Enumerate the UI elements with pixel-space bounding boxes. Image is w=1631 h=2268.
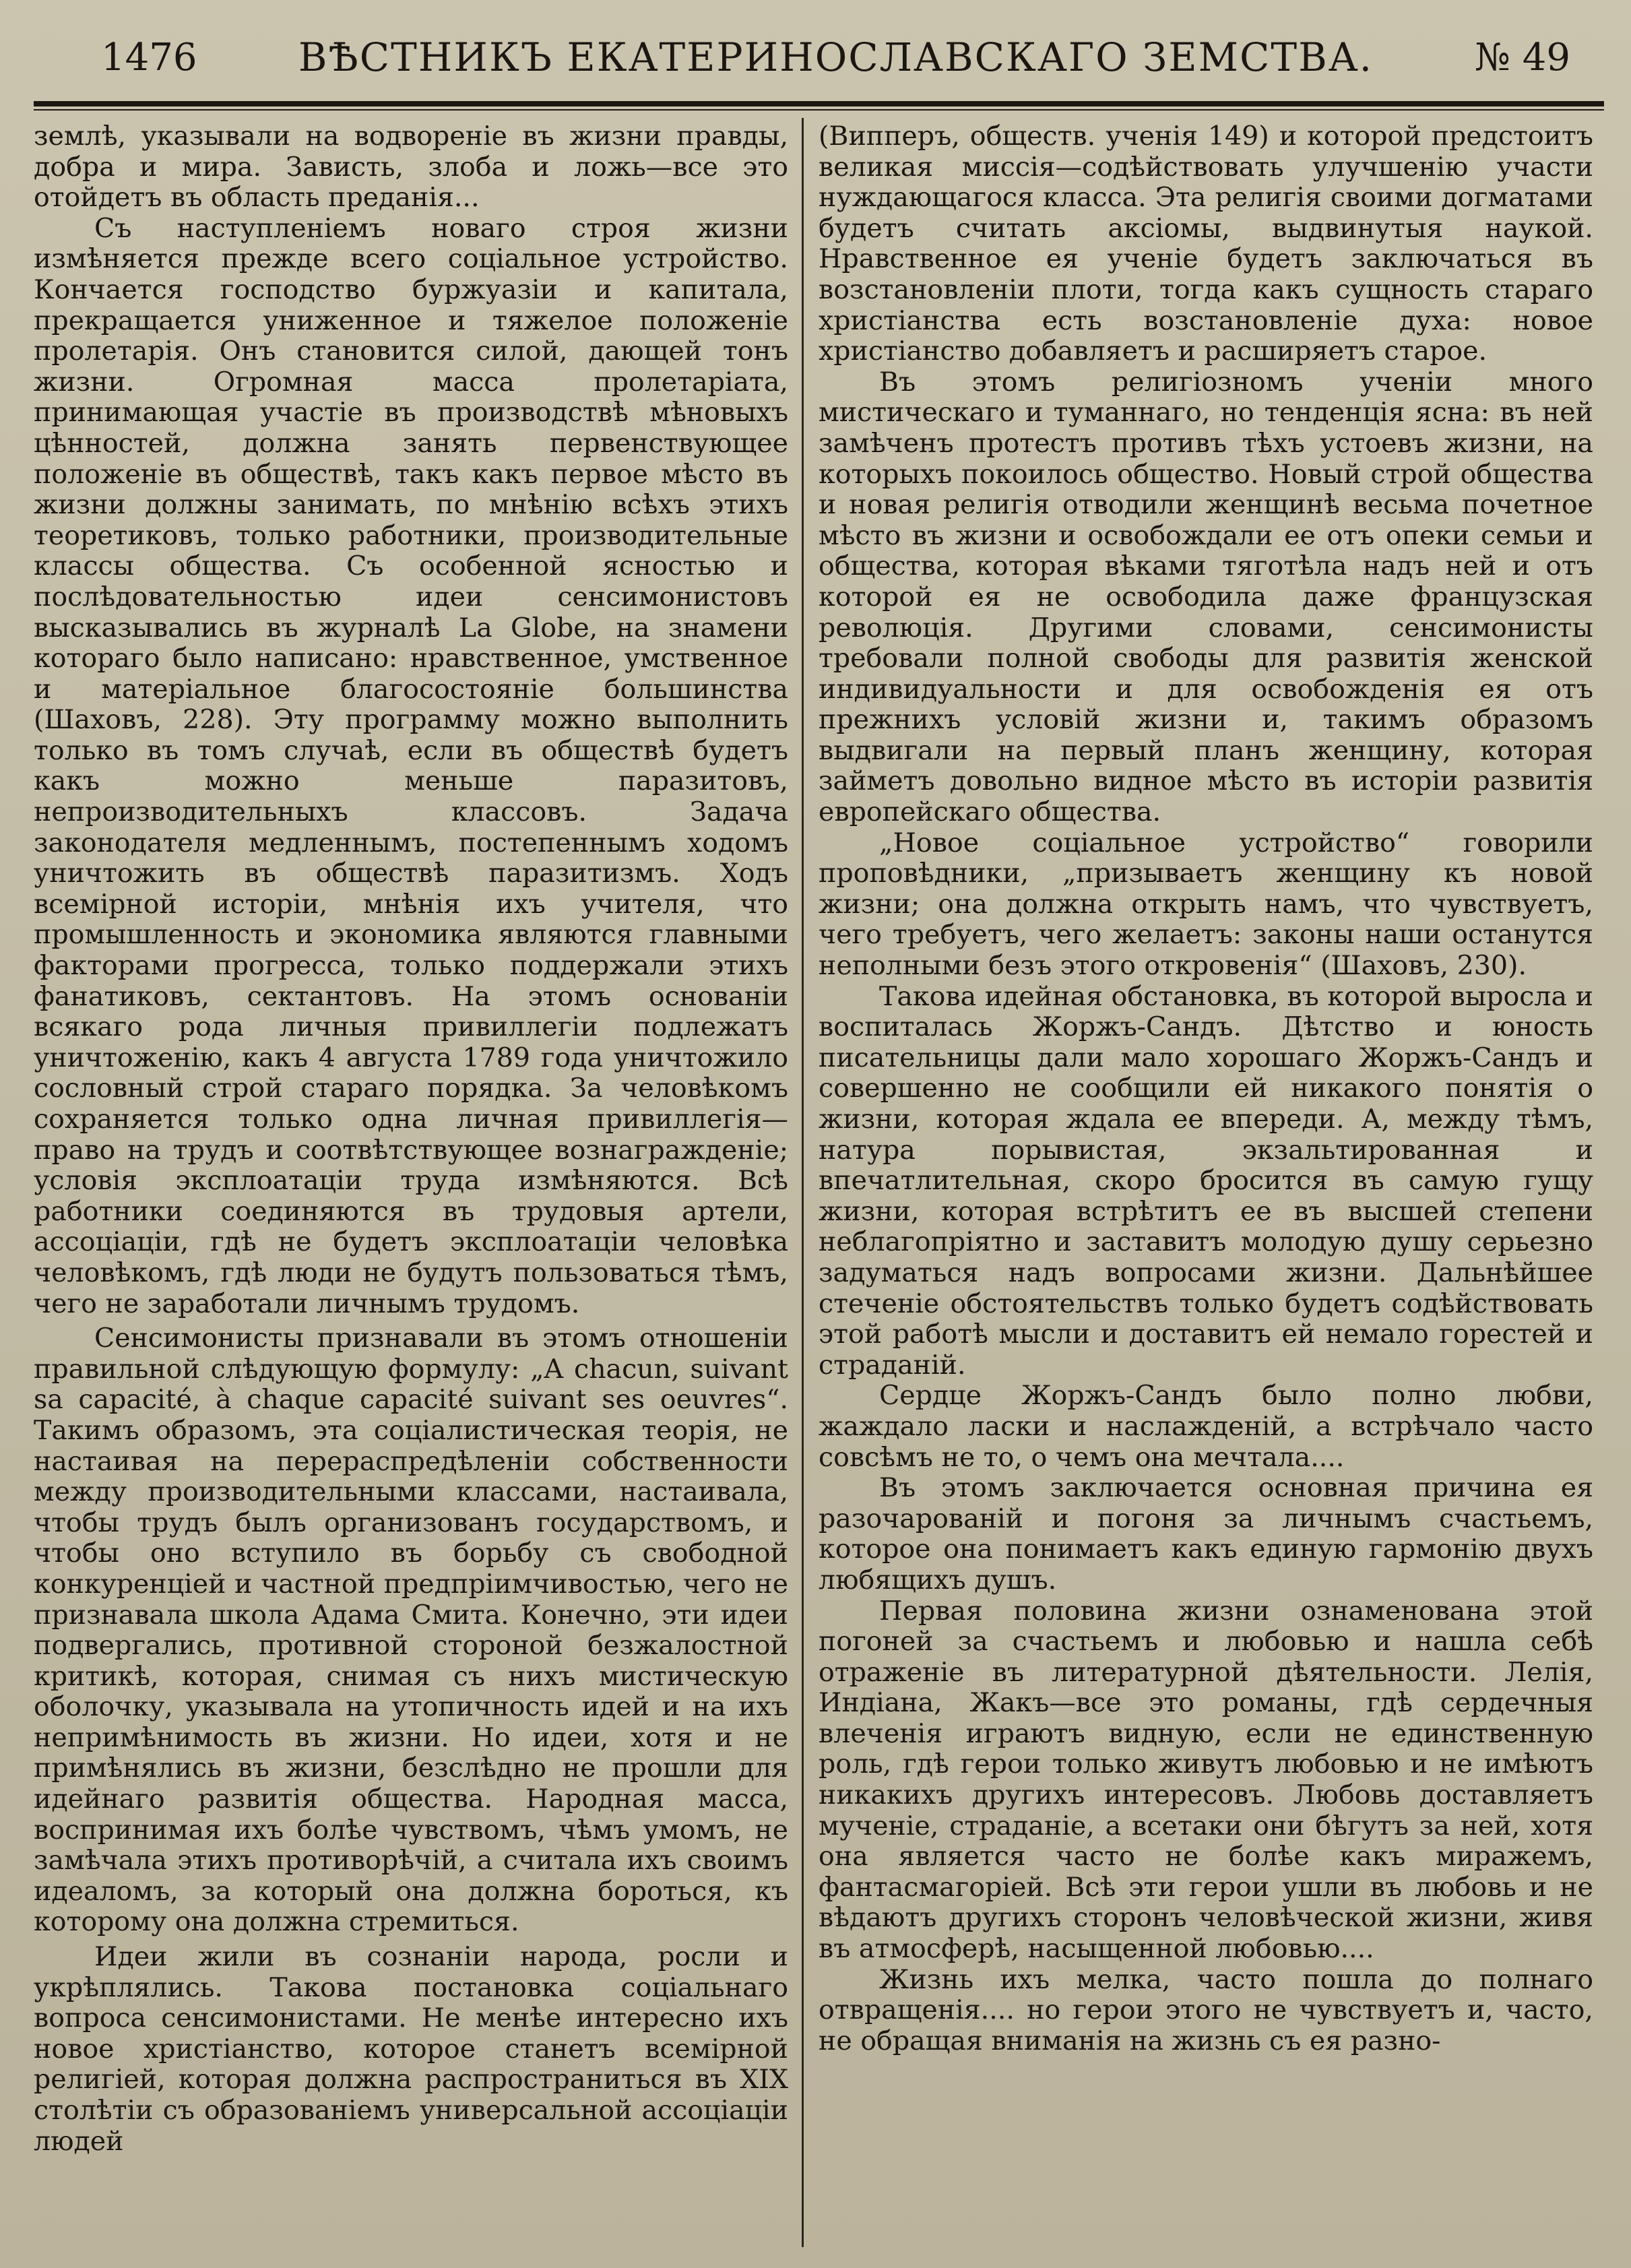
page-header xyxy=(27,20,1604,94)
journal-title: ВѢСТНИКЪ ЕКАТЕРИНОСЛАВСКАГО ЗЕМСТВА. xyxy=(298,34,1374,80)
column-divider xyxy=(802,118,804,2247)
paragraph: Сердце Жоржъ-Сандъ было полно любви, жаждало ласки и наслажденій, а встрѣчало часто совсѣмъ не то, о чемъ она мечтала.... xyxy=(819,1380,1593,1473)
issue-number: № 49 xyxy=(1474,35,1570,80)
paragraph: Въ этомъ религіозномъ ученіи много мистическаго и туманнаго, но тенденція ясна: въ ней замѣченъ протестъ противъ тѣхъ устоевъ жизни, на которыхъ покоилось общество. Новый строй общества и новая религія отводили женщинѣ весьма почетное мѣсто въ жизни и освобождали ее отъ опеки семьи и общества, которая вѣками тяготѣла надъ ней и отъ которой ея не освободила даже французская революція. Другими словами, сенсимонисты требовали полной свободы для развитія женской индивидуальности и для освобожденія ея отъ прежнихъ условій жизни и, такимъ образомъ выдвигали на первый планъ женщину, которая займетъ довольно видное мѣсто въ исторіи развитія европейскаго общества. xyxy=(819,366,1593,828)
header-rule-thick xyxy=(34,101,1604,106)
paragraph: „Новое соціальное устройство“ говорили проповѣдники, „призываетъ женщину къ новой жизни; она должна открыть намъ, что чувствуетъ, чего требуетъ, чего желаетъ: законы наши останутся неполными безъ этого откровенія“ (Шаховъ, 230). xyxy=(819,827,1593,982)
paragraph: Жизнь ихъ мелка, часто пошла до полнаго отвращенія.... но герои этого не чувствуетъ и, часто, не обращая вниманія на жизнь съ ея разно- xyxy=(819,1963,1593,2056)
paragraph: Съ наступленіемъ новаго строя жизни измѣняется прежде всего соціальное устройство. Кончается господство буржуазіи и капитала, прекращается униженное и тяжелое положеніе пролетарія. Онъ становится силой, дающей тонъ жизни. Огромная масса пролетаріата, принимающая участіе въ производствѣ мѣновыхъ цѣнностей, должна занять первенствующее положеніе въ обществѣ, такъ какъ первое мѣсто въ жизни должны занимать, по мнѣнію всѣхъ этихъ теоретиковъ, только работники, производительные классы общества. Съ особенной ясностью и послѣдовательностью идеи сенсимонистовъ высказывались въ журналѣ La Globe, на знамени котораго было написано: нравственное, умственное и матеріальное благосостояніе большинства (Шаховъ, 228). Эту программу можно выполнить только въ томъ случаѣ, если въ обществѣ будетъ какъ можно меньше паразитовъ, непроизводительныхъ классовъ. Задача законодателя медленнымъ, постепеннымъ ходомъ уничтожить въ обществѣ паразитизмъ. Ходъ всемірной исторіи, мнѣнія ихъ учителя, что промышленность и экономика являются главными факторами прогресса, только поддержали этихъ фанатиковъ, сектантовъ. На этомъ основаніи всякаго рода личныя привиллегіи подлежатъ уничтоженію, какъ 4 августа 1789 года уничтожило сословный строй стараго порядка. За человѣкомъ сохраняется только одна личная привиллегія—право на трудъ и соотвѣтствующее вознагражденіе; условія эксплоатаціи труда измѣняются. Всѣ работники соединяются въ трудовыя артели, ассоціаціи, гдѣ не будетъ эксплоатаціи человѣка человѣкомъ, гдѣ люди не будутъ пользоваться тѣмъ, чего не заработали личнымъ трудомъ. xyxy=(34,212,788,1319)
right-column xyxy=(819,121,1593,2255)
left-column xyxy=(34,121,788,2255)
paragraph: Въ этомъ заключается основная причина ея разочарованій и погоня за личнымъ счастьемъ, которое она понимаетъ какъ единую гармонію двухъ любящихъ душъ. xyxy=(819,1472,1593,1596)
paragraph: Первая половина жизни ознаменована этой погоней за счастьемъ и любовью и нашла себѣ отраженіе въ литературной дѣятельности. Лелія, Индіана, Жакъ—все это романы, гдѣ сердечныя влеченія играютъ видную, если не единственную роль, гдѣ герои только живутъ любовью и не имѣютъ никакихъ другихъ интересовъ. Любовь доставляетъ мученіе, страданіе, а всетаки они бѣгутъ за ней, хотя она является часто не болѣе какъ миражемъ, фантасмагоріей. Всѣ эти герои ушли въ любовь и не вѣдаютъ другихъ сторонъ человѣческой жизни, живя въ атмосферѣ, насыщенной любовью.... xyxy=(819,1595,1593,1965)
paragraph: (Випперъ, обществ. ученія 149) и которой предстоитъ великая миссія—содѣйствовать улучшенію участи нуждающагося класса. Эта религія своими догматами будетъ считать аксіомы, выдвинутыя наукой. Нравственное ея ученіе будетъ заключаться въ возстановленіи плоти, тогда какъ сущность стараго христіанства есть возстановленіе духа: новое христіанство добавляетъ и расширяетъ старое. xyxy=(819,121,1593,367)
paragraph: Такова идейная обстановка, въ которой выросла и воспиталась Жоржъ-Сандъ. Дѣтство и юность писательницы дали мало хорошаго Жоржъ-Сандъ и совершенно не сообщили ей никакого понятія о жизни, которая ждала ее впереди. А, между тѣмъ, натура порывистая, экзальтированная и впечатлительная, скоро бросится въ самую гущу жизни, которая встрѣтитъ ее въ высшей степени неблагопріятно и заставитъ молодую душу серьезно задуматься надъ вопросами жизни. Дальнѣйшее стеченіе обстоятельствъ только будетъ содѣйствовать этой работѣ мысли и доставитъ ей немало горестей и страданій. xyxy=(819,980,1593,1381)
paragraph: Идеи жили въ сознаніи народа, росли и укрѣплялись. Такова постановка соціальнаго вопроса сенсимонистами. Не менѣе интересно ихъ новое христіанство, которое станетъ всемірной религіей, которая должна распространиться въ XIX столѣтіи съ образованіемъ универсальной ассоціаціи людей xyxy=(34,1941,788,2157)
paragraph: землѣ, указывали на водвореніе въ жизни правды, добра и мира. Зависть, злоба и ложь—все это отойдетъ въ область преданія... xyxy=(34,121,788,214)
page-number: 1476 xyxy=(101,35,197,80)
paragraph: Сенсимонисты признавали въ этомъ отношеніи правильной слѣдующую формулу: „A chacun, suivant sa capacité, à chaque capacité suivant ses oeuvres“. Такимъ образомъ, эта соціалистическая теорія, не настаивая на перераспредѣленіи собственности между производительными классами, настаивала, чтобы трудъ былъ организованъ государствомъ, и чтобы оно вступило въ борьбу съ свободной конкуренціей и частной предпріимчивостью, чего не признавала школа Адама Смита. Конечно, эти идеи подвергались, противной стороной безжалостной критикѣ, которая, снимая съ нихъ мистическую оболочку, указывала на утопичность идей и на ихъ непримѣнимость въ жизни. Но идеи, хотя и не примѣнялись въ жизни, безслѣдно не прошли для идейнаго развитія общества. Народная масса, воспринимая ихъ болѣе чувствомъ, чѣмъ умомъ, не замѣчала этихъ противорѣчій, а считала ихъ своимъ идеаломъ, за который она должна бороться, къ которому она должна стремиться. xyxy=(34,1323,788,1938)
header-rule-thin xyxy=(34,109,1604,111)
